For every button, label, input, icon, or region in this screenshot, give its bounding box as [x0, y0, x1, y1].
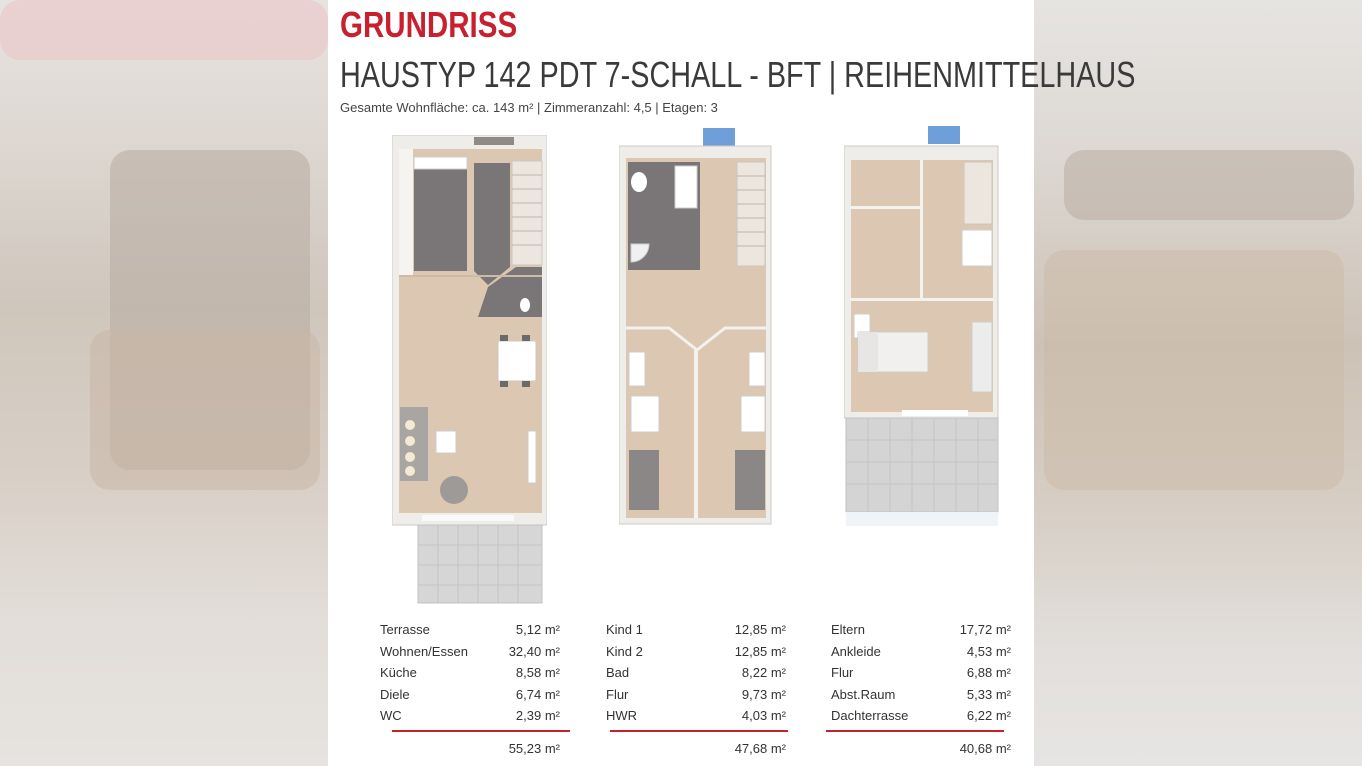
room-row: WC 2,39 m²	[380, 708, 560, 723]
sum-rule	[392, 730, 570, 732]
floorplan-sheet	[328, 0, 1136, 766]
room-row: Wohnen/Essen 32,40 m²	[380, 643, 560, 659]
room-row: Dachterrasse 6,22 m²	[831, 708, 1011, 723]
room-row: Küche 8,58 m²	[380, 665, 560, 680]
room-row: Abst.Raum 5,33 m²	[831, 686, 1011, 702]
room-row: HWR 4,03 m²	[606, 708, 786, 723]
room-row: Flur 9,73 m²	[606, 686, 786, 702]
sum-rule	[826, 730, 1004, 732]
room-row: Kind 1 12,85 m²	[606, 622, 786, 637]
top-floor-area-table	[831, 620, 1011, 728]
room-row: Diele 6,74 m²	[380, 686, 560, 702]
room-row: Terrasse 5,12 m²	[380, 622, 560, 637]
room-row: Ankleide 4,53 m²	[831, 643, 1011, 659]
blurred-background-left	[0, 0, 328, 766]
ground-floor-plan	[392, 135, 547, 605]
ground-floor-total: 55,23 m²	[508, 741, 560, 756]
house-type-heading: HAUSTYP 142 PDT 7-SCHALL - BFT | REIHENMITTELHAUS	[340, 54, 1136, 95]
summary-line: Gesamte Wohnfläche: ca. 143 m² | Zimmeranzahl: 4,5 | Etagen: 3	[340, 100, 718, 115]
blurred-background-right	[1034, 0, 1362, 766]
upper-floor-area-table	[606, 620, 786, 728]
room-row: Kind 2 12,85 m²	[606, 643, 786, 659]
ground-floor-area-table	[380, 620, 560, 728]
top-floor-plan	[844, 126, 1000, 528]
page-title: GRUNDRISS	[340, 4, 518, 45]
upper-floor-plan	[619, 128, 775, 526]
room-row: Bad 8,22 m²	[606, 665, 786, 680]
sum-rule	[610, 730, 788, 732]
upper-floor-total: 47,68 m²	[734, 741, 786, 756]
room-row: Eltern 17,72 m²	[831, 622, 1011, 637]
top-floor-total: 40,68 m²	[959, 741, 1011, 756]
room-row: Flur 6,88 m²	[831, 665, 1011, 680]
